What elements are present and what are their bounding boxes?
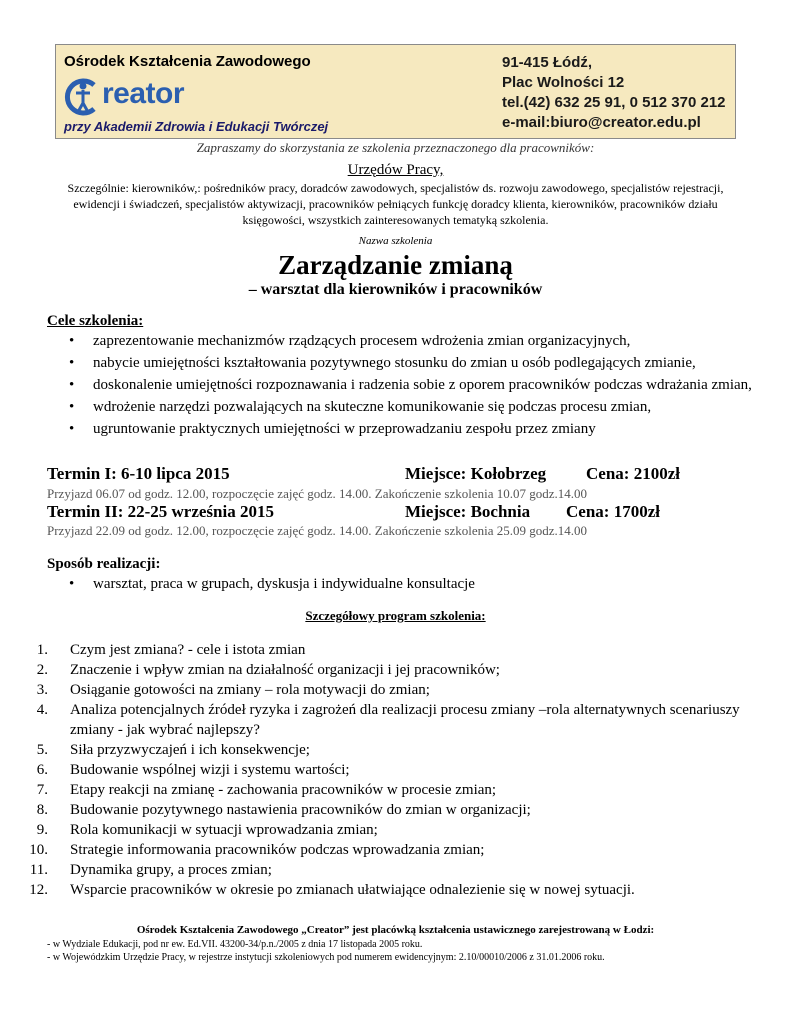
footer-line: - w Wydziale Edukacji, pod nr ew. Ed.VII. 43200-34/p.n./2005 z dnia 17 listopada 2005 roku. (47, 939, 423, 950)
item-text: Strategie informowania pracowników podczas wprowadzania zmian; (70, 842, 485, 858)
term-2-info: Przyjazd 22.09 od godz. 12.00, rozpoczęcie zajęć godz. 14.00. Zakończenie szkolenia 25.09 godz.14.00 (47, 523, 588, 538)
list-item (18, 860, 758, 880)
item-text: Osiąganie gotowości na zmiany – rola motywacji do zmian; (70, 682, 430, 698)
item-text: Wsparcie pracowników w okresie po zmianach ułatwiające odnalezienie się w nowej sytuacji. (70, 882, 635, 898)
list-item (18, 640, 758, 660)
email-line: e-mail:biuro@creator.edu.pl (502, 114, 701, 131)
list-item (18, 880, 758, 900)
item-number: 8. (36, 802, 48, 818)
term-2-place: Miejsce: Bochnia (405, 502, 531, 521)
training-name-label: Nazwa szkolenia (358, 235, 433, 247)
term-2-date: Termin II: 22-25 września 2015 (47, 502, 274, 521)
item-text: Czym jest zmiana? - cele i istota zmian (70, 642, 306, 658)
term-2-price: Cena: 1700zł (566, 502, 660, 521)
item-text: Rola komunikacji w sytuacji wprowadzania zmian; (70, 822, 378, 838)
audience-heading: Urzędów Pracy, (347, 162, 444, 178)
header-box (55, 44, 736, 139)
training-subtitle: – warsztat dla kierowników i pracowników (248, 281, 543, 298)
method-heading: Sposób realizacji: (47, 556, 161, 572)
item-number: 10. (29, 842, 48, 858)
goals-heading: Cele szkolenia: (47, 313, 144, 329)
list-item (18, 780, 758, 800)
goals-list (47, 331, 767, 441)
list-item (18, 700, 758, 740)
list-item (18, 660, 758, 680)
list-item: • wdrożenie narzędzi pozwalających na skuteczne komunikowanie się podczas procesu zmian, (47, 397, 767, 417)
list-item (18, 840, 758, 860)
item-number: 1. (36, 642, 48, 658)
term-1-price: Cena: 2100zł (586, 464, 680, 483)
list-item: • nabycie umiejętności kształtowania pozytywnego stosunku do zmian u osób podlegających zmianie, (47, 353, 767, 373)
item-number: 5. (36, 742, 48, 758)
item-text: Siła przyzwyczajeń i ich konsekwencje; (70, 742, 310, 758)
list-item (18, 680, 758, 700)
program-list (18, 640, 758, 900)
training-title: Zarządzanie zmianą (278, 250, 513, 280)
item-text: Znaczenie i wpływ zmian na działalność organizacji i jej pracowników; (70, 662, 500, 678)
item-text: Dynamika grupy, a proces zmian; (70, 862, 272, 878)
list-item: • ugruntowanie praktycznych umiejętności w przeprowadzaniu zespołu przez zmiany (47, 419, 767, 439)
footer-heading: Ośrodek Kształcenia Zawodowego „Creator” jest placówką kształcenia ustawicznego zarejestrowaną w Łodzi: (136, 924, 655, 936)
item-number: 11. (29, 862, 48, 878)
list-item: • doskonalenie umiejętności rozpoznawania i radzenia sobie z oporem pracowników podczas wdrażania zmian, (47, 375, 767, 395)
invite-text: Zapraszamy do skorzystania ze szkolenia przeznaczonego dla pracowników: (196, 140, 595, 155)
item-text: Analiza potencjalnych źródeł ryzyka i zagrożeń dla realizacji procesu zmiany –rola alternatywnych scenariuszy zmiany - jak wybrać najlepszy? (70, 702, 740, 738)
list-item: • zaprezentowanie mechanizmów rządzących procesem wdrożenia zmian organizacyjnych, (47, 331, 767, 351)
term-1-date: Termin I: 6-10 lipca 2015 (47, 464, 230, 483)
logo-c-figure-icon (64, 77, 102, 117)
audience-detail: Szczególnie: kierowników,: pośredników pracy, doradców zawodowych, specjalistów ds. rozwoju zawodowego, specjalistów rejestracji, ewidencji i świadczeń, specjalistów aktywizacji, pracowników pełniących funkcję doradcy klienta, kierowników, pracowników działu księgowości, wszystkich zainteresowanych tematyką szkolenia. (67, 181, 724, 227)
item-number: 3. (36, 682, 48, 698)
phone-line: tel.(42) 632 25 91, 0 512 370 212 (502, 94, 726, 111)
item-number: 6. (36, 762, 48, 778)
list-item (18, 800, 758, 820)
list-item (18, 740, 758, 760)
list-item (18, 760, 758, 780)
address-line: Plac Wolności 12 (502, 74, 625, 91)
item-number: 2. (36, 662, 48, 678)
item-text: Etapy reakcji na zmianę - zachowania pracowników w procesie zmian; (70, 782, 497, 798)
item-number: 12. (29, 882, 48, 898)
item-text: Budowanie pozytywnego nastawienia pracowników do zmian w organizacji; (70, 802, 531, 818)
item-number: 4. (36, 702, 48, 718)
logo-wordmark: reator (102, 77, 185, 110)
list-item (18, 820, 758, 840)
address-block (502, 53, 726, 133)
term-1-info: Przyjazd 06.07 od godz. 12.00, rozpoczęcie zajęć godz. 14.00. Zakończenie szkolenia 10.07 godz.14.00 (47, 486, 588, 501)
tagline: przy Akademii Zdrowia i Edukacji Twórczej (64, 119, 329, 134)
term-1-place: Miejsce: Kołobrzeg (405, 464, 547, 483)
org-name: Ośrodek Kształcenia Zawodowego (64, 53, 311, 70)
list-item: • warsztat, praca w grupach, dyskusja i indywidualne konsultacje (47, 574, 767, 594)
creator-logo (64, 75, 264, 117)
item-number: 7. (36, 782, 48, 798)
program-heading: Szczegółowy program szkolenia: (305, 608, 486, 623)
item-text: Budowanie wspólnej wizji i systemu wartości; (70, 762, 350, 778)
method-list (47, 574, 767, 596)
address-line: 91-415 Łódź, (502, 54, 593, 71)
footer-line: - w Wojewódzkim Urzędzie Pracy, w rejestrze instytucji szkoleniowych pod numerem ewidencyjnym: 2.10/00010/2006 z 31.01.2006 roku. (47, 952, 605, 963)
item-number: 9. (36, 822, 48, 838)
